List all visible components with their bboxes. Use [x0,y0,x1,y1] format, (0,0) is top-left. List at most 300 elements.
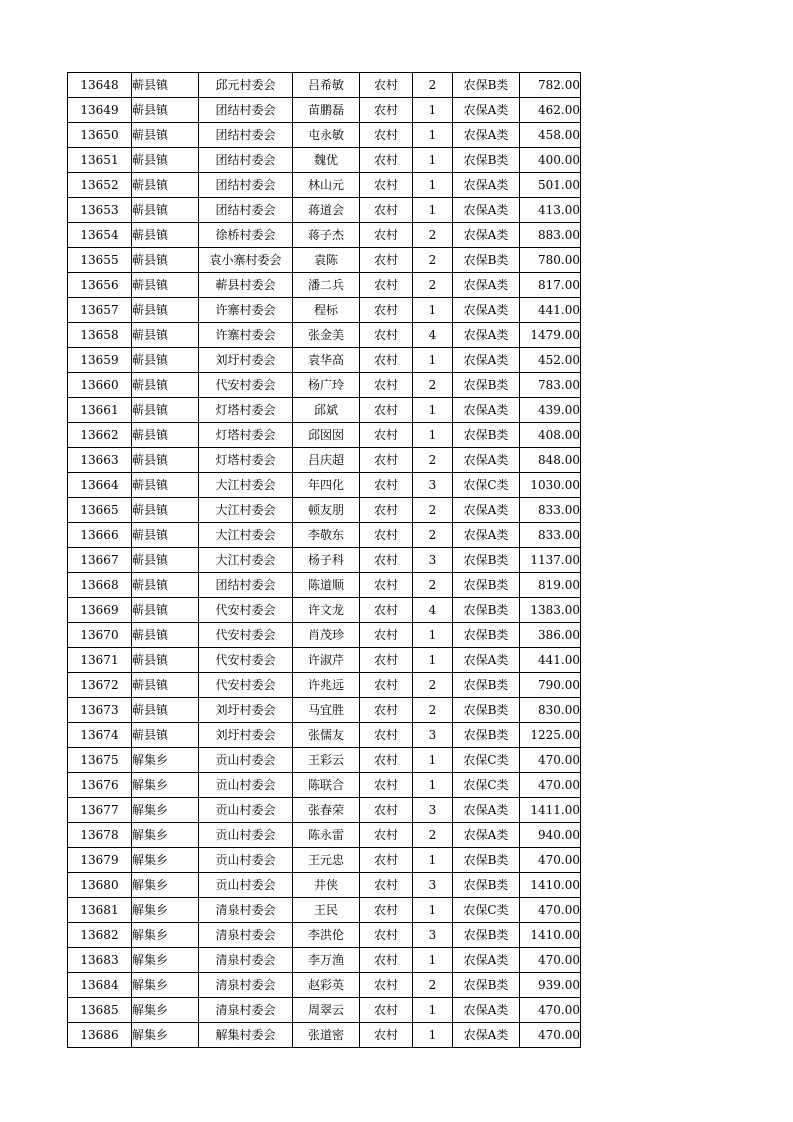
member-count-cell: 2 [413,498,453,523]
member-count-cell: 3 [413,873,453,898]
village-committee-cell: 团结村委会 [199,573,293,598]
town-cell: 蕲县镇 [132,648,199,673]
person-name-cell: 蒋子杰 [293,223,360,248]
town-cell: 蕲县镇 [132,573,199,598]
town-cell: 蕲县镇 [132,548,199,573]
town-cell: 解集乡 [132,898,199,923]
household-type-cell: 农村 [360,98,413,123]
person-name-cell: 王元忠 [293,848,360,873]
person-name-cell: 马宜胜 [293,698,360,723]
insurance-category-cell: 农保B类 [453,623,520,648]
table-row [68,698,581,723]
town-cell: 蕲县镇 [132,598,199,623]
table-row [68,523,581,548]
table-row [68,98,581,123]
village-committee-cell: 清泉村委会 [199,923,293,948]
amount-cell: 1410.00 [520,873,581,898]
person-name-cell: 蒋道会 [293,198,360,223]
person-name-cell: 吕希敏 [293,73,360,98]
village-committee-cell: 贡山村委会 [199,823,293,848]
member-count-cell: 4 [413,323,453,348]
amount-cell: 470.00 [520,948,581,973]
household-type-cell: 农村 [360,498,413,523]
member-count-cell: 3 [413,548,453,573]
village-committee-cell: 解集村委会 [199,1023,293,1048]
insurance-category-cell: 农保C类 [453,748,520,773]
record-id-cell: 13651 [68,148,132,173]
person-name-cell: 李洪伦 [293,923,360,948]
insurance-category-cell: 农保A类 [453,298,520,323]
amount-cell: 470.00 [520,898,581,923]
town-cell: 蕲县镇 [132,623,199,648]
table-row [68,373,581,398]
record-id-cell: 13668 [68,573,132,598]
table-row [68,298,581,323]
member-count-cell: 1 [413,848,453,873]
record-id-cell: 13673 [68,698,132,723]
person-name-cell: 李万渔 [293,948,360,973]
record-id-cell: 13659 [68,348,132,373]
table-row [68,798,581,823]
record-id-cell: 13654 [68,223,132,248]
town-cell: 蕲县镇 [132,98,199,123]
town-cell: 解集乡 [132,1023,199,1048]
insurance-category-cell: 农保B类 [453,373,520,398]
record-id-cell: 13666 [68,523,132,548]
records-body [68,73,581,1048]
table-row [68,273,581,298]
table-row [68,898,581,923]
table-row [68,123,581,148]
person-name-cell: 赵彩英 [293,973,360,998]
household-type-cell: 农村 [360,198,413,223]
person-name-cell: 陈联合 [293,773,360,798]
table-row [68,323,581,348]
amount-cell: 833.00 [520,523,581,548]
village-committee-cell: 灯塔村委会 [199,398,293,423]
record-id-cell: 13664 [68,473,132,498]
town-cell: 蕲县镇 [132,123,199,148]
town-cell: 蕲县镇 [132,348,199,373]
table-row [68,723,581,748]
record-id-cell: 13648 [68,73,132,98]
record-id-cell: 13680 [68,873,132,898]
household-type-cell: 农村 [360,823,413,848]
record-id-cell: 13672 [68,673,132,698]
amount-cell: 441.00 [520,648,581,673]
town-cell: 蕲县镇 [132,148,199,173]
member-count-cell: 1 [413,998,453,1023]
village-committee-cell: 刘圩村委会 [199,698,293,723]
amount-cell: 940.00 [520,823,581,848]
village-committee-cell: 大江村委会 [199,548,293,573]
member-count-cell: 2 [413,823,453,848]
person-name-cell: 顿友朋 [293,498,360,523]
insurance-category-cell: 农保B类 [453,873,520,898]
household-type-cell: 农村 [360,898,413,923]
amount-cell: 1225.00 [520,723,581,748]
member-count-cell: 1 [413,948,453,973]
village-committee-cell: 团结村委会 [199,123,293,148]
record-id-cell: 13683 [68,948,132,973]
record-id-cell: 13686 [68,1023,132,1048]
member-count-cell: 2 [413,698,453,723]
town-cell: 蕲县镇 [132,198,199,223]
insurance-category-cell: 农保B类 [453,598,520,623]
member-count-cell: 3 [413,798,453,823]
household-type-cell: 农村 [360,223,413,248]
amount-cell: 386.00 [520,623,581,648]
household-type-cell: 农村 [360,448,413,473]
insurance-category-cell: 农保B类 [453,723,520,748]
amount-cell: 848.00 [520,448,581,473]
household-type-cell: 农村 [360,523,413,548]
insurance-category-cell: 农保A类 [453,1023,520,1048]
household-type-cell: 农村 [360,323,413,348]
person-name-cell: 袁陈 [293,248,360,273]
member-count-cell: 2 [413,273,453,298]
person-name-cell: 张金美 [293,323,360,348]
table-row [68,148,581,173]
person-name-cell: 程标 [293,298,360,323]
person-name-cell: 邱囡囡 [293,423,360,448]
village-committee-cell: 代安村委会 [199,623,293,648]
member-count-cell: 3 [413,473,453,498]
member-count-cell: 2 [413,573,453,598]
record-id-cell: 13662 [68,423,132,448]
table-row [68,173,581,198]
household-type-cell: 农村 [360,648,413,673]
amount-cell: 1383.00 [520,598,581,623]
household-type-cell: 农村 [360,273,413,298]
household-type-cell: 农村 [360,923,413,948]
record-id-cell: 13682 [68,923,132,948]
insurance-category-cell: 农保A类 [453,823,520,848]
insurance-category-cell: 农保B类 [453,573,520,598]
insurance-category-cell: 农保A类 [453,273,520,298]
insurance-category-cell: 农保C类 [453,898,520,923]
amount-cell: 470.00 [520,848,581,873]
member-count-cell: 1 [413,898,453,923]
person-name-cell: 屯永敏 [293,123,360,148]
town-cell: 蕲县镇 [132,248,199,273]
record-id-cell: 13657 [68,298,132,323]
table-row [68,923,581,948]
record-id-cell: 13675 [68,748,132,773]
town-cell: 解集乡 [132,973,199,998]
village-committee-cell: 邱元村委会 [199,73,293,98]
table-row [68,573,581,598]
insurance-category-cell: 农保A类 [453,448,520,473]
insurance-category-cell: 农保A类 [453,648,520,673]
person-name-cell: 王彩云 [293,748,360,773]
town-cell: 蕲县镇 [132,398,199,423]
member-count-cell: 1 [413,623,453,648]
insurance-category-cell: 农保B类 [453,698,520,723]
village-committee-cell: 清泉村委会 [199,998,293,1023]
member-count-cell: 2 [413,223,453,248]
town-cell: 解集乡 [132,998,199,1023]
amount-cell: 439.00 [520,398,581,423]
person-name-cell: 陈永雷 [293,823,360,848]
record-id-cell: 13649 [68,98,132,123]
town-cell: 蕲县镇 [132,373,199,398]
record-id-cell: 13661 [68,398,132,423]
town-cell: 解集乡 [132,873,199,898]
household-type-cell: 农村 [360,773,413,798]
table-row [68,1023,581,1048]
household-type-cell: 农村 [360,698,413,723]
table-row [68,223,581,248]
record-id-cell: 13679 [68,848,132,873]
record-id-cell: 13650 [68,123,132,148]
record-id-cell: 13674 [68,723,132,748]
household-type-cell: 农村 [360,723,413,748]
records-table [67,72,581,1048]
person-name-cell: 张春荣 [293,798,360,823]
person-name-cell: 井侠 [293,873,360,898]
village-committee-cell: 蕲县村委会 [199,273,293,298]
insurance-category-cell: 农保A类 [453,123,520,148]
amount-cell: 783.00 [520,373,581,398]
person-name-cell: 邱斌 [293,398,360,423]
member-count-cell: 3 [413,723,453,748]
village-committee-cell: 大江村委会 [199,498,293,523]
town-cell: 解集乡 [132,798,199,823]
village-committee-cell: 清泉村委会 [199,973,293,998]
amount-cell: 470.00 [520,1023,581,1048]
town-cell: 蕲县镇 [132,223,199,248]
amount-cell: 1411.00 [520,798,581,823]
village-committee-cell: 贡山村委会 [199,773,293,798]
village-committee-cell: 许寨村委会 [199,323,293,348]
person-name-cell: 吕庆超 [293,448,360,473]
insurance-category-cell: 农保A类 [453,348,520,373]
member-count-cell: 2 [413,373,453,398]
person-name-cell: 魏优 [293,148,360,173]
household-type-cell: 农村 [360,673,413,698]
village-committee-cell: 贡山村委会 [199,848,293,873]
amount-cell: 1479.00 [520,323,581,348]
village-committee-cell: 代安村委会 [199,598,293,623]
person-name-cell: 苗鹏磊 [293,98,360,123]
insurance-category-cell: 农保B类 [453,848,520,873]
table-row [68,248,581,273]
record-id-cell: 13676 [68,773,132,798]
amount-cell: 408.00 [520,423,581,448]
village-committee-cell: 灯塔村委会 [199,423,293,448]
person-name-cell: 杨子科 [293,548,360,573]
table-row [68,848,581,873]
town-cell: 解集乡 [132,773,199,798]
table-row [68,498,581,523]
amount-cell: 830.00 [520,698,581,723]
member-count-cell: 1 [413,1023,453,1048]
town-cell: 解集乡 [132,748,199,773]
amount-cell: 817.00 [520,273,581,298]
insurance-category-cell: 农保A类 [453,223,520,248]
member-count-cell: 1 [413,298,453,323]
record-id-cell: 13655 [68,248,132,273]
town-cell: 蕲县镇 [132,448,199,473]
table-row [68,948,581,973]
household-type-cell: 农村 [360,798,413,823]
household-type-cell: 农村 [360,1023,413,1048]
table-row [68,423,581,448]
amount-cell: 1030.00 [520,473,581,498]
amount-cell: 782.00 [520,73,581,98]
insurance-category-cell: 农保B类 [453,673,520,698]
insurance-category-cell: 农保A类 [453,948,520,973]
household-type-cell: 农村 [360,948,413,973]
person-name-cell: 许文龙 [293,598,360,623]
household-type-cell: 农村 [360,598,413,623]
village-committee-cell: 灯塔村委会 [199,448,293,473]
town-cell: 蕲县镇 [132,523,199,548]
amount-cell: 462.00 [520,98,581,123]
village-committee-cell: 团结村委会 [199,173,293,198]
record-id-cell: 13653 [68,198,132,223]
person-name-cell: 许淑芹 [293,648,360,673]
record-id-cell: 13671 [68,648,132,673]
table-row [68,673,581,698]
member-count-cell: 1 [413,173,453,198]
person-name-cell: 周翠云 [293,998,360,1023]
record-id-cell: 13681 [68,898,132,923]
household-type-cell: 农村 [360,398,413,423]
person-name-cell: 林山元 [293,173,360,198]
member-count-cell: 2 [413,673,453,698]
member-count-cell: 1 [413,648,453,673]
town-cell: 蕲县镇 [132,473,199,498]
village-committee-cell: 大江村委会 [199,523,293,548]
village-committee-cell: 团结村委会 [199,98,293,123]
insurance-category-cell: 农保A类 [453,798,520,823]
town-cell: 解集乡 [132,848,199,873]
table-row [68,348,581,373]
village-committee-cell: 贡山村委会 [199,748,293,773]
village-committee-cell: 袁小寨村委会 [199,248,293,273]
table-row [68,623,581,648]
member-count-cell: 2 [413,73,453,98]
village-committee-cell: 贡山村委会 [199,873,293,898]
amount-cell: 441.00 [520,298,581,323]
town-cell: 解集乡 [132,948,199,973]
table-row [68,548,581,573]
town-cell: 蕲县镇 [132,323,199,348]
village-committee-cell: 清泉村委会 [199,898,293,923]
record-id-cell: 13678 [68,823,132,848]
table-row [68,873,581,898]
person-name-cell: 肖茂珍 [293,623,360,648]
member-count-cell: 1 [413,398,453,423]
insurance-category-cell: 农保A类 [453,998,520,1023]
table-row [68,398,581,423]
town-cell: 蕲县镇 [132,673,199,698]
table-row [68,648,581,673]
town-cell: 蕲县镇 [132,173,199,198]
insurance-category-cell: 农保A类 [453,198,520,223]
insurance-category-cell: 农保A类 [453,98,520,123]
member-count-cell: 3 [413,923,453,948]
household-type-cell: 农村 [360,848,413,873]
household-type-cell: 农村 [360,873,413,898]
insurance-category-cell: 农保B类 [453,923,520,948]
table-row [68,973,581,998]
record-id-cell: 13656 [68,273,132,298]
table-row [68,73,581,98]
table-row [68,823,581,848]
insurance-category-cell: 农保A类 [453,523,520,548]
household-type-cell: 农村 [360,298,413,323]
insurance-category-cell: 农保B类 [453,423,520,448]
record-id-cell: 13660 [68,373,132,398]
insurance-category-cell: 农保A类 [453,398,520,423]
amount-cell: 452.00 [520,348,581,373]
amount-cell: 1410.00 [520,923,581,948]
table-row [68,198,581,223]
member-count-cell: 2 [413,248,453,273]
amount-cell: 1137.00 [520,548,581,573]
record-id-cell: 13663 [68,448,132,473]
member-count-cell: 1 [413,148,453,173]
village-committee-cell: 代安村委会 [199,648,293,673]
household-type-cell: 农村 [360,748,413,773]
village-committee-cell: 大江村委会 [199,473,293,498]
record-id-cell: 13670 [68,623,132,648]
village-committee-cell: 清泉村委会 [199,948,293,973]
household-type-cell: 农村 [360,623,413,648]
insurance-category-cell: 农保C类 [453,473,520,498]
amount-cell: 939.00 [520,973,581,998]
town-cell: 解集乡 [132,923,199,948]
person-name-cell: 许兆远 [293,673,360,698]
record-id-cell: 13665 [68,498,132,523]
household-type-cell: 农村 [360,73,413,98]
village-committee-cell: 贡山村委会 [199,798,293,823]
record-id-cell: 13684 [68,973,132,998]
amount-cell: 780.00 [520,248,581,273]
town-cell: 蕲县镇 [132,273,199,298]
household-type-cell: 农村 [360,123,413,148]
person-name-cell: 潘二兵 [293,273,360,298]
person-name-cell: 年四化 [293,473,360,498]
table-row [68,748,581,773]
household-type-cell: 农村 [360,423,413,448]
record-id-cell: 13669 [68,598,132,623]
member-count-cell: 1 [413,748,453,773]
insurance-category-cell: 农保A类 [453,173,520,198]
town-cell: 蕲县镇 [132,298,199,323]
table-row [68,998,581,1023]
member-count-cell: 1 [413,198,453,223]
member-count-cell: 1 [413,423,453,448]
insurance-category-cell: 农保B类 [453,148,520,173]
household-type-cell: 农村 [360,148,413,173]
person-name-cell: 张道密 [293,1023,360,1048]
table-row [68,448,581,473]
household-type-cell: 农村 [360,248,413,273]
village-committee-cell: 徐桥村委会 [199,223,293,248]
record-id-cell: 13667 [68,548,132,573]
person-name-cell: 杨广玲 [293,373,360,398]
household-type-cell: 农村 [360,998,413,1023]
amount-cell: 833.00 [520,498,581,523]
amount-cell: 470.00 [520,998,581,1023]
village-committee-cell: 团结村委会 [199,148,293,173]
village-committee-cell: 代安村委会 [199,673,293,698]
person-name-cell: 王民 [293,898,360,923]
